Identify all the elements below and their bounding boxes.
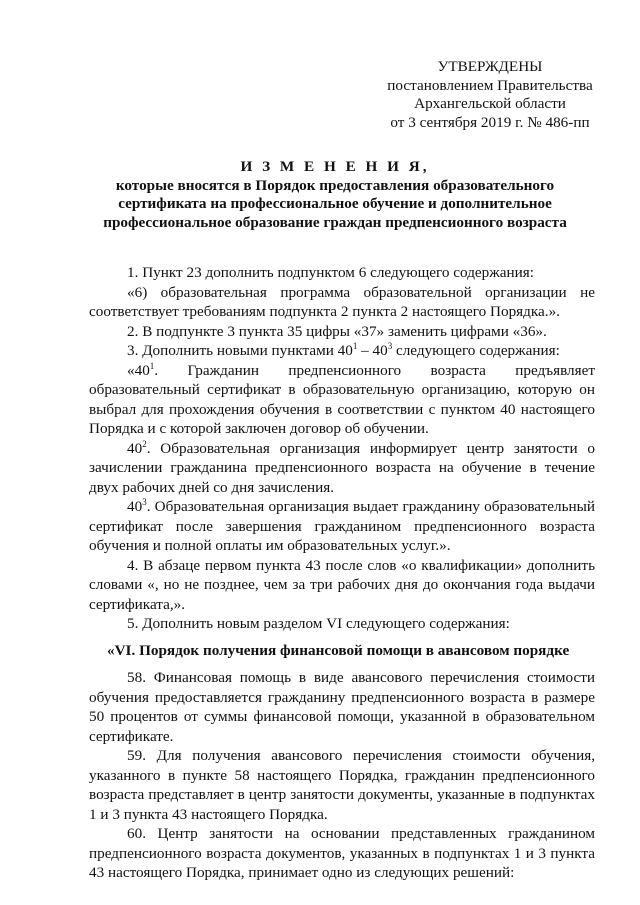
item-3-text: следующего содержания: (392, 342, 560, 359)
item-3-text: – 40 (357, 342, 388, 359)
item-2: 2. В подпункте 3 пункта 35 цифры «37» заменить цифрами «36». (127, 322, 547, 340)
superscript: 3 (387, 341, 393, 351)
superscript: 2 (142, 438, 147, 449)
point-number: 40 (127, 498, 143, 515)
point-40-1 (89, 361, 595, 439)
item-1: 1. Пункт 23 дополнить подпунктом 6 следующего содержания: (127, 264, 534, 281)
section-vi-heading: «VI. Порядок получения финансовой помощи в авансовом порядке (107, 641, 570, 659)
approval-line: постановлением Правительства (387, 76, 593, 94)
point-number: 40 (127, 439, 143, 457)
title-heading: И З М Е Н Е Н И Я, (240, 158, 430, 175)
approval-date-line: от 3 сентября 2019 г. № 486-пп (390, 113, 590, 131)
item-3-text: 3. Дополнить новыми пунктами 40 (127, 342, 353, 359)
superscript: 1 (149, 360, 155, 371)
item-1-quote: «6) образовательная программа образовательной организации не соответствует требованиям подпункта 2 пункта 2 настоящего Порядка.». (89, 283, 595, 320)
title-line: профессиональное образование граждан предпенсионного возраста (103, 213, 567, 231)
item-4: 4. В абзаце первом пункта 43 после слов «о квалификации» дополнить словами «, но не позднее, чем за три рабочих дня до окончания года выдачи сертификата,». (89, 556, 595, 613)
document-body (89, 263, 595, 883)
point-40-3 (89, 497, 595, 556)
approval-stamp (370, 58, 610, 132)
document-title (80, 158, 590, 232)
superscript: 3 (142, 497, 147, 507)
point-text: . Образовательная организация выдает гражданину образовательный сертификат после завершения гражданином предпенсионного возраста обучения и полной оплаты им образовательных услуг.». (89, 498, 595, 554)
point-58: 58. Финансовая помощь в виде авансового перечисления стоимости обучения предоставляется гражданину предпенсионного возраста в размере 50 процентов от суммы финансовой помощи, указанной в образовательном сертификате. (89, 669, 595, 745)
point-text: . Образовательная организация информирует центр занятости о зачислении гражданина предпенсионного возраста на обучение в течение двух рабочих дней со дня зачисления. (89, 439, 595, 496)
point-59: 59. Для получения авансового перечисления стоимости обучения, указанного в пункте 58 настоящего Порядка, гражданин предпенсионного возраста представляет в центр занятости документы, указанные в подпунктах 1 и 3 пункта 43 настоящего Порядка. (89, 747, 595, 823)
point-60: 60. Центр занятости на основании представленных гражданином предпенсионного возраста документов, указанных в подпунктах 1 и 3 пункта 43 настоящего Порядка, принимает одно из следующих решений: (89, 825, 595, 881)
superscript: 1 (352, 341, 358, 351)
item-5: 5. Дополнить новым разделом VI следующего содержания: (127, 615, 510, 632)
title-line: которые вносятся в Порядок предоставления образовательного (115, 176, 555, 194)
point-text: . Гражданин предпенсионного возраста предъявляет образовательный сертификат в образовательную организацию, которую он выбрал для прохождения обучения в соответствии с пунктом 40 настоящего Порядка и с которой заключен договор об обучении. (89, 361, 595, 437)
item-3 (89, 341, 595, 361)
title-line: сертификата на профессиональное обучение и дополнительное (118, 195, 552, 212)
point-number: «40 (127, 361, 150, 379)
approval-title: УТВЕРЖДЕНЫ (437, 58, 543, 75)
approval-line: Архангельской области (414, 95, 566, 112)
point-40-2 (89, 439, 595, 498)
